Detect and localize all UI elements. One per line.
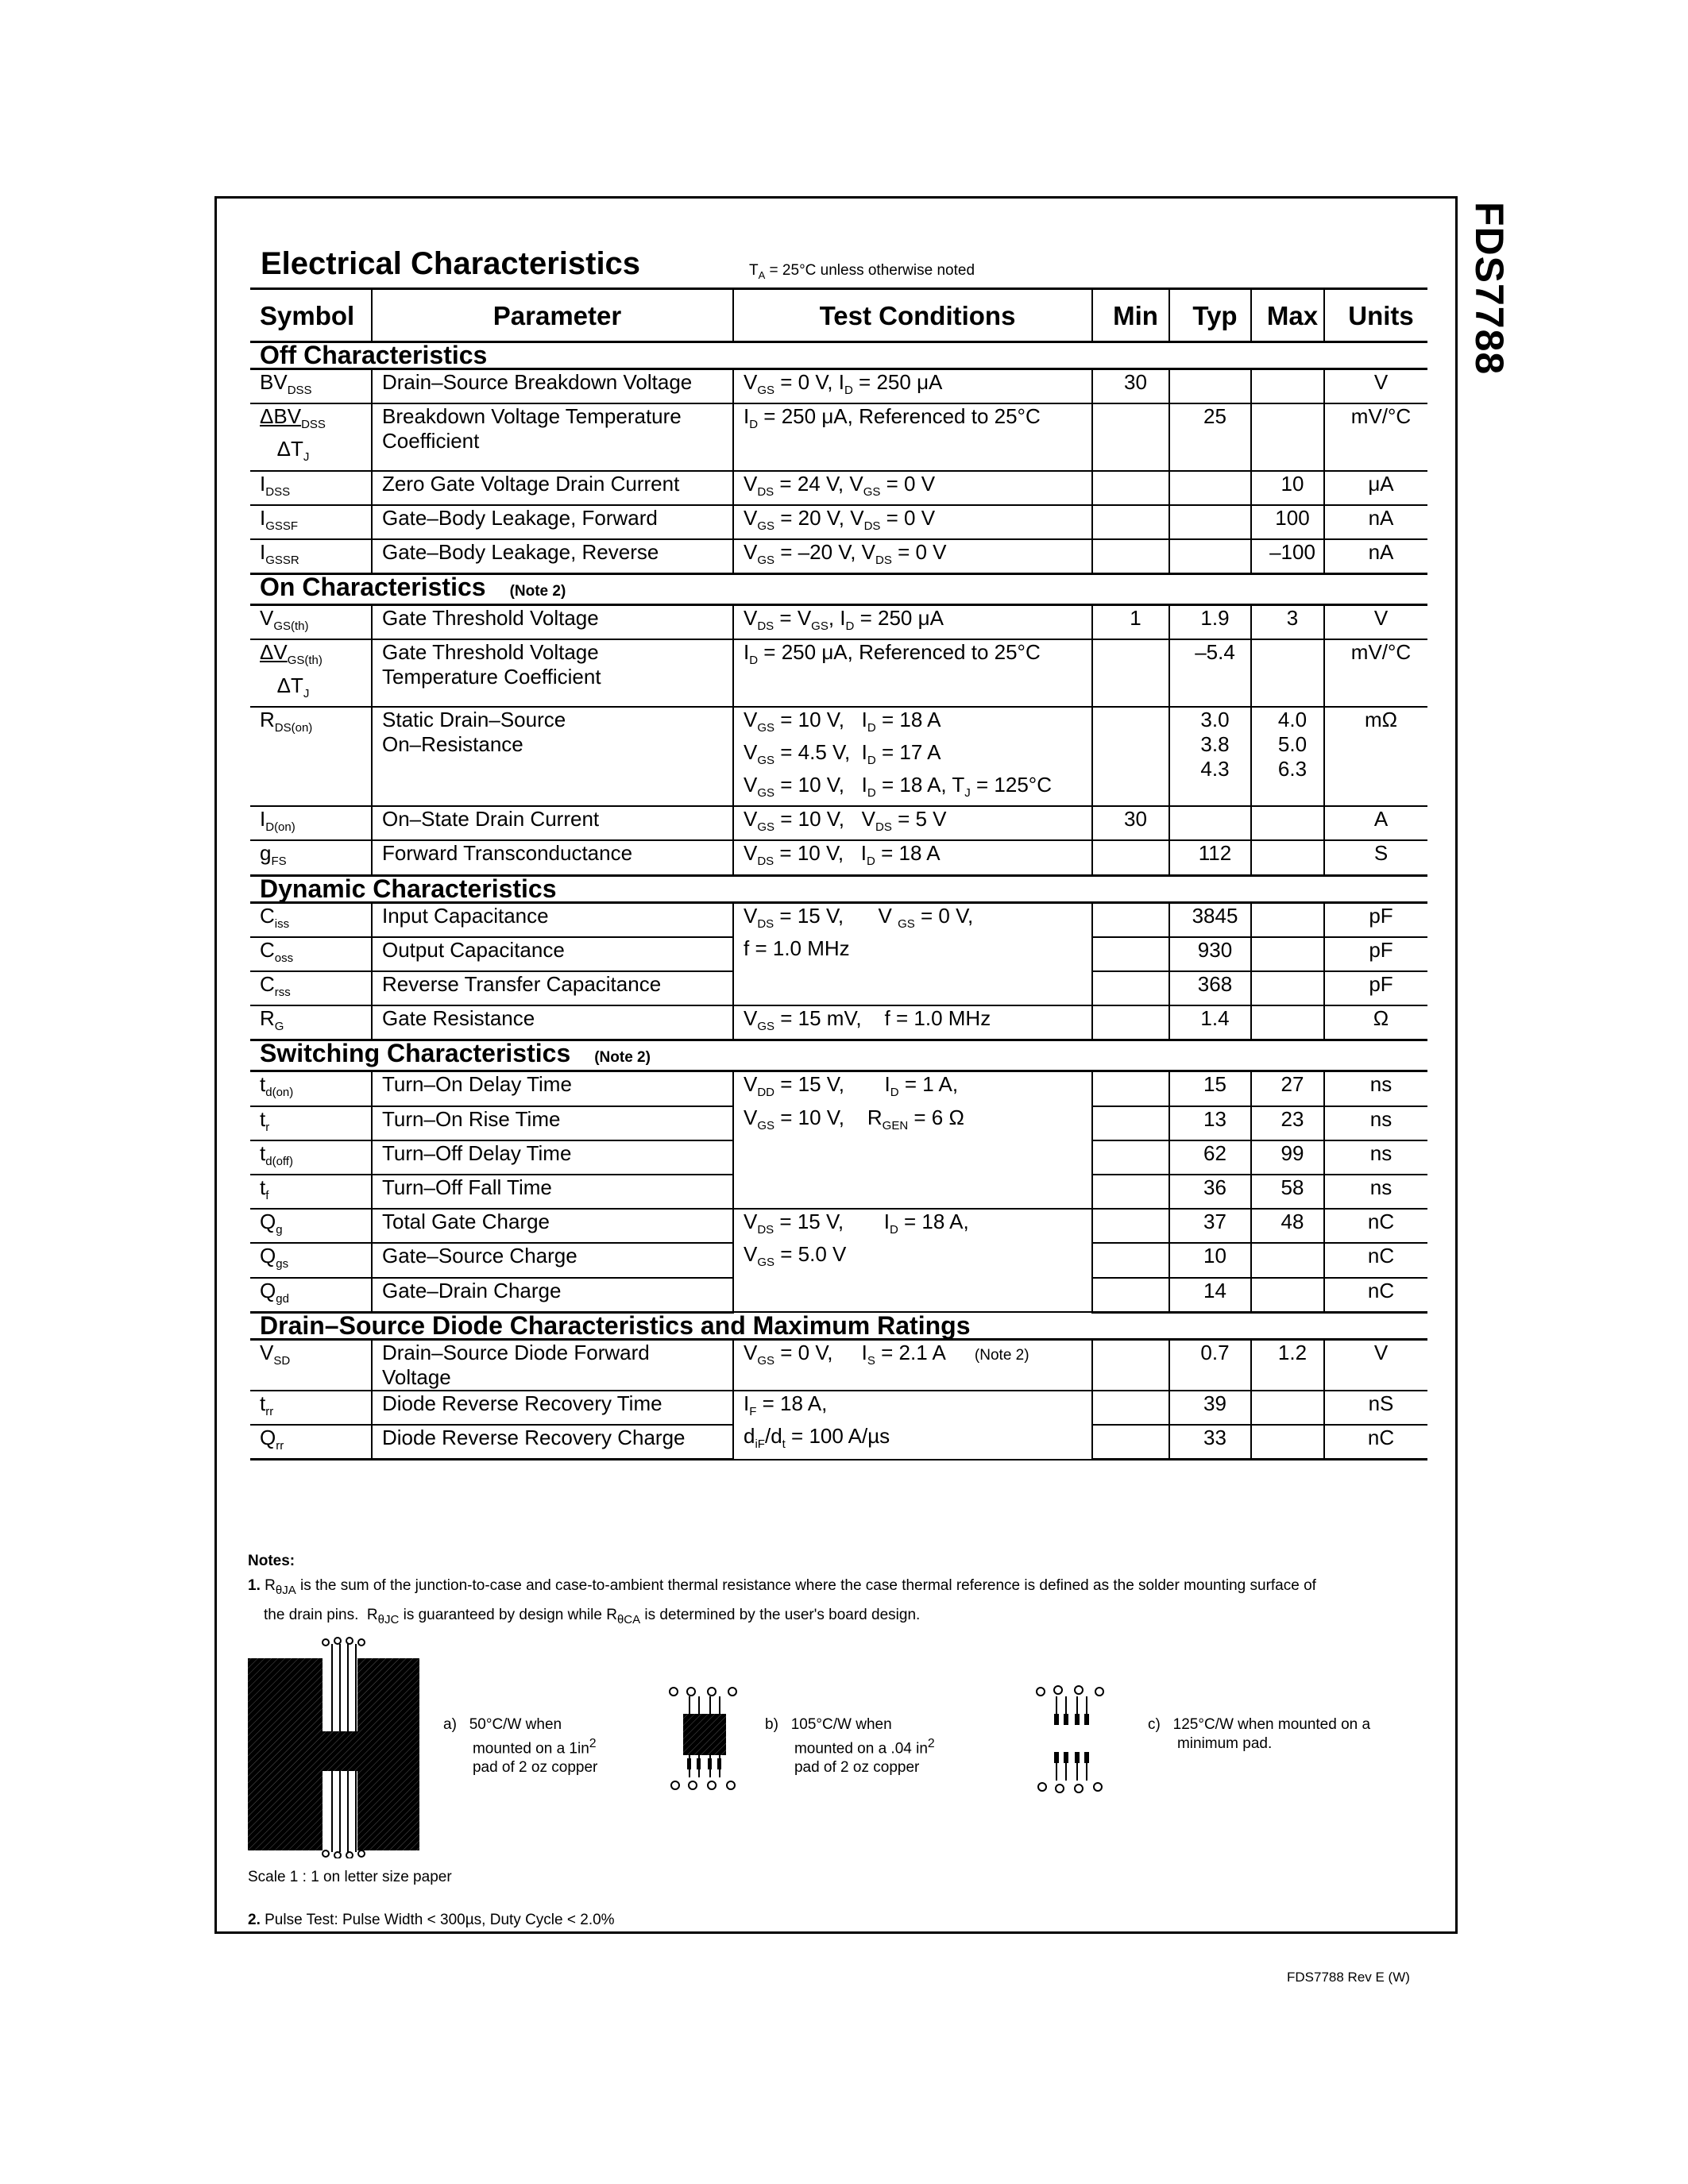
cell-conditions: $I_F = 18$ A, $d_{iF}/d_t = 100$ A/µs	[733, 1391, 1092, 1460]
cell-typ: 15	[1169, 1071, 1251, 1106]
cell-symbol: $C_{iss}$	[250, 902, 372, 937]
cell-units: V	[1324, 369, 1427, 404]
cell-units: pF	[1324, 902, 1427, 937]
table-row	[250, 505, 1427, 539]
cell-units: ns	[1324, 1106, 1427, 1140]
cell-units: nC	[1324, 1243, 1427, 1277]
table-row	[250, 471, 1427, 505]
cell-conditions: $V_{GS} = -20$ V, $V_{DS} = 0$ V	[733, 539, 1092, 574]
cell-typ: 930	[1169, 937, 1251, 971]
cell-min	[1092, 1339, 1169, 1391]
scale-note: Scale 1 : 1 on letter size paper	[248, 1869, 452, 1885]
cell-parameter: Drain–Source Breakdown Voltage	[372, 369, 733, 404]
cell-typ	[1169, 369, 1251, 404]
col-typ: Typ	[1169, 289, 1251, 342]
cell-parameter: On–State Drain Current	[372, 806, 733, 840]
cell-conditions: $I_D = 250$ μA, Referenced to 25°C	[733, 403, 1092, 470]
cell-parameter: Gate Threshold Voltage	[372, 605, 733, 640]
cell-min	[1092, 1391, 1169, 1425]
cell-symbol: $R_{DS(on)}$	[250, 707, 372, 807]
cell-parameter: Diode Reverse Recovery Time	[372, 1391, 733, 1425]
cell-units: ns	[1324, 1140, 1427, 1175]
cell-conditions: $V_{GS} = 0$ V, $I_D = 250$ μA	[733, 369, 1092, 404]
cell-symbol: $C_{oss}$	[250, 937, 372, 971]
cell-max: 99	[1251, 1140, 1324, 1175]
cell-typ	[1169, 539, 1251, 574]
cell-symbol: $t_r$	[250, 1106, 372, 1140]
cell-max	[1251, 902, 1324, 937]
cell-typ: 39	[1169, 1391, 1251, 1425]
cell-parameter: Total Gate Charge	[372, 1209, 733, 1243]
cell-typ: 3845	[1169, 902, 1251, 937]
cell-symbol: $Q_{gd}$	[250, 1278, 372, 1313]
condition-note: $T_A = 25^\circ C$ unless otherwise noted	[749, 262, 975, 281]
col-parameter: Parameter	[372, 289, 733, 342]
cell-max	[1251, 1243, 1324, 1277]
cell-typ: 1.9	[1169, 605, 1251, 640]
cell-min	[1092, 1140, 1169, 1175]
cell-min	[1092, 1243, 1169, 1277]
col-conditions: Test Conditions	[733, 289, 1092, 342]
section-switching: Switching Characteristics (Note 2)	[250, 1040, 1427, 1071]
cell-symbol: $\Delta BV_{DSS}$ $\Delta T_J$	[250, 403, 372, 470]
cell-units: nC	[1324, 1278, 1427, 1313]
cell-min	[1092, 1209, 1169, 1243]
cell-parameter: Turn–On Rise Time	[372, 1106, 733, 1140]
cell-symbol: $I_{DSS}$	[250, 471, 372, 505]
cell-conditions: $V_{DS} = 15$ V, $I_D = 18$ A, $V_{GS} = 5.0$ V	[733, 1209, 1092, 1312]
cell-units: Ω	[1324, 1005, 1427, 1040]
figure-c-minimum-pad	[1033, 1682, 1112, 1801]
cell-min	[1092, 539, 1169, 574]
cell-symbol: $R_G$	[250, 1005, 372, 1040]
cell-min	[1092, 1106, 1169, 1140]
cell-max	[1251, 971, 1324, 1005]
cell-parameter: Turn–Off Delay Time	[372, 1140, 733, 1175]
cell-units: ns	[1324, 1071, 1427, 1106]
cell-max	[1251, 403, 1324, 470]
cell-max	[1251, 1005, 1324, 1040]
cell-parameter: Input Capacitance	[372, 902, 733, 937]
cell-parameter: Zero Gate Voltage Drain Current	[372, 471, 733, 505]
cell-conditions: $V_{GS} = 20$ V, $V_{DS} = 0$ V	[733, 505, 1092, 539]
cell-min: 30	[1092, 806, 1169, 840]
notes-heading: Notes:	[248, 1553, 295, 1569]
cell-conditions: $V_{GS} = 0$ V, $I_S = 2.1$ A (Note 2)	[733, 1339, 1092, 1391]
cell-parameter: Drain–Source Diode Forward Voltage	[372, 1339, 733, 1391]
cell-symbol: $t_{rr}$	[250, 1391, 372, 1425]
cell-conditions: $V_{GS} = 10$ V, $V_{DS} = 5$ V	[733, 806, 1092, 840]
cell-conditions: $V_{GS} = 10$ V, $I_D = 18$ A $V_{GS} = 4.5$ V, $I_D = 17$ A $V_{GS} = 10$ V, $I_D = 18$ A, $T_J = 125^\circ C$	[733, 707, 1092, 807]
cell-max	[1251, 639, 1324, 706]
cell-symbol: $Q_{gs}$	[250, 1243, 372, 1277]
note-2: 2. Pulse Test: Pulse Width < 300µs, Duty Cycle < 2.0%	[248, 1912, 615, 1928]
cell-symbol: $g_{FS}$	[250, 840, 372, 875]
cell-symbol: $V_{SD}$	[250, 1339, 372, 1391]
table-row	[250, 902, 1427, 937]
cell-typ: 10	[1169, 1243, 1251, 1277]
cell-units: mV/°C	[1324, 639, 1427, 706]
cell-min	[1092, 639, 1169, 706]
section-off: Off Characteristics	[250, 342, 1427, 369]
col-units: Units	[1324, 289, 1427, 342]
cell-typ: 0.7	[1169, 1339, 1251, 1391]
cell-max: 23	[1251, 1106, 1324, 1140]
figure-c-label: c) 125°C/W when mounted on a minimum pad.	[1148, 1716, 1371, 1752]
cell-parameter: Diode Reverse Recovery Charge	[372, 1425, 733, 1460]
table-row	[250, 806, 1427, 840]
table-row	[250, 639, 1427, 706]
cell-conditions: $V_{DS} = 15$ V, V $_{GS}$ = 0 V, f = 1.0 MHz	[733, 902, 1092, 1005]
cell-typ: 62	[1169, 1140, 1251, 1175]
cell-min	[1092, 937, 1169, 971]
col-min: Min	[1092, 289, 1169, 342]
table-row	[250, 1209, 1427, 1243]
cell-parameter: Gate Threshold Voltage Temperature Coefficient	[372, 639, 733, 706]
table-row	[250, 369, 1427, 404]
cell-parameter: Gate–Body Leakage, Reverse	[372, 539, 733, 574]
cell-typ: 368	[1169, 971, 1251, 1005]
cell-symbol: $Q_{rr}$	[250, 1425, 372, 1460]
cell-symbol: $I_{GSSF}$	[250, 505, 372, 539]
table-row	[250, 539, 1427, 574]
note-1-line2: the drain pins. $R_{\theta JC}$ is guaranteed by design while $R_{\theta CA}$ is determined by the user's board design.	[264, 1606, 921, 1626]
cell-max: 10	[1251, 471, 1324, 505]
cell-max: 48	[1251, 1209, 1324, 1243]
cell-max	[1251, 1278, 1324, 1313]
cell-typ	[1169, 505, 1251, 539]
table-row	[250, 1391, 1427, 1425]
cell-units: nS	[1324, 1391, 1427, 1425]
cell-units: A	[1324, 806, 1427, 840]
cell-parameter: Output Capacitance	[372, 937, 733, 971]
cell-symbol: $Q_g$	[250, 1209, 372, 1243]
cell-typ	[1169, 806, 1251, 840]
cell-typ: 25	[1169, 403, 1251, 470]
cell-symbol: $t_{d(on)}$	[250, 1071, 372, 1106]
cell-min	[1092, 505, 1169, 539]
cell-symbol: $V_{GS(th)}$	[250, 605, 372, 640]
cell-units: nA	[1324, 539, 1427, 574]
cell-units: V	[1324, 1339, 1427, 1391]
section-on: On Characteristics (Note 2)	[250, 574, 1427, 605]
cell-units: mV/°C	[1324, 403, 1427, 470]
cell-parameter: Reverse Transfer Capacitance	[372, 971, 733, 1005]
cell-symbol: $C_{rss}$	[250, 971, 372, 1005]
cell-parameter: Static Drain–Source On–Resistance	[372, 707, 733, 807]
cell-min	[1092, 707, 1169, 807]
section-title: Electrical Characteristics	[261, 246, 641, 281]
table-row	[250, 1005, 1427, 1040]
cell-typ: –5.4	[1169, 639, 1251, 706]
cell-conditions: $V_{DS} = 24$ V, $V_{GS} = 0$ V	[733, 471, 1092, 505]
cell-typ: 33	[1169, 1425, 1251, 1460]
table-row	[250, 403, 1427, 470]
cell-min	[1092, 1278, 1169, 1313]
cell-max	[1251, 1391, 1324, 1425]
cell-max: 4.0 5.0 6.3	[1251, 707, 1324, 807]
cell-min	[1092, 403, 1169, 470]
electrical-characteristics-table	[250, 287, 1427, 1461]
cell-conditions: $I_D = 250$ μA, Referenced to 25°C	[733, 639, 1092, 706]
cell-min	[1092, 471, 1169, 505]
cell-max	[1251, 806, 1324, 840]
part-number-side: FDS7788	[1467, 202, 1512, 376]
cell-units: nA	[1324, 505, 1427, 539]
cell-units: pF	[1324, 971, 1427, 1005]
cell-parameter: Forward Transconductance	[372, 840, 733, 875]
col-max: Max	[1251, 289, 1324, 342]
table-row	[250, 840, 1427, 875]
cell-units: nC	[1324, 1209, 1427, 1243]
figure-b-04in2-pad	[666, 1682, 745, 1801]
cell-typ: 3.0 3.8 4.3	[1169, 707, 1251, 807]
cell-units: mΩ	[1324, 707, 1427, 807]
header-row	[250, 289, 1427, 342]
note-1-line1: 1. $R_{\theta JA}$ is the sum of the junction-to-case and case-to-ambient thermal resistance where the case thermal reference is defined as the solder mounting surface of	[248, 1577, 1316, 1597]
cell-min	[1092, 1425, 1169, 1460]
cell-units: μA	[1324, 471, 1427, 505]
cell-typ: 13	[1169, 1106, 1251, 1140]
cell-typ: 112	[1169, 840, 1251, 875]
table-row	[250, 1339, 1427, 1391]
cell-min	[1092, 971, 1169, 1005]
cell-max: –100	[1251, 539, 1324, 574]
table-row	[250, 605, 1427, 640]
cell-symbol: $t_f$	[250, 1175, 372, 1209]
cell-parameter: Gate–Source Charge	[372, 1243, 733, 1277]
cell-conditions: $V_{GS} = 15$ mV, f = 1.0 MHz	[733, 1005, 1092, 1040]
cell-symbol: $t_{d(off)}$	[250, 1140, 372, 1175]
cell-typ: 37	[1169, 1209, 1251, 1243]
cell-typ: 1.4	[1169, 1005, 1251, 1040]
cell-max	[1251, 1425, 1324, 1460]
cell-units: pF	[1324, 937, 1427, 971]
cell-min	[1092, 1005, 1169, 1040]
cell-units: V	[1324, 605, 1427, 640]
cell-min	[1092, 1071, 1169, 1106]
section-diode: Drain–Source Diode Characteristics and Maximum Ratings	[250, 1312, 1427, 1339]
cell-min: 30	[1092, 369, 1169, 404]
figure-a-1in2-pad	[246, 1636, 421, 1858]
footer-revision: FDS7788 Rev E (W)	[1287, 1970, 1410, 1985]
cell-max: 27	[1251, 1071, 1324, 1106]
cell-conditions: $V_{DS} = V_{GS}$, $I_D = 250$ μA	[733, 605, 1092, 640]
cell-min: 1	[1092, 605, 1169, 640]
figure-b-label: b) 105°C/W when mounted on a .04 $in^2$ pad of 2 oz copper	[765, 1716, 935, 1777]
cell-max	[1251, 840, 1324, 875]
cell-min	[1092, 840, 1169, 875]
notes	[248, 1549, 1423, 1632]
cell-parameter: Gate–Drain Charge	[372, 1278, 733, 1313]
figure-a-label: a) 50°C/W when mounted on a $1in^2$ pad of 2 oz copper	[443, 1716, 598, 1777]
cell-symbol: $I_{GSSR}$	[250, 539, 372, 574]
section-dynamic: Dynamic Characteristics	[250, 875, 1427, 902]
cell-parameter: Turn–On Delay Time	[372, 1071, 733, 1106]
cell-symbol: $\Delta V_{GS(th)}$ $\Delta T_J$	[250, 639, 372, 706]
cell-typ: 36	[1169, 1175, 1251, 1209]
cell-max: 58	[1251, 1175, 1324, 1209]
table-row	[250, 707, 1427, 807]
cell-units: nC	[1324, 1425, 1427, 1460]
cell-conditions: $V_{DD} = 15$ V, $I_D = 1$ A, $V_{GS} = 10$ V, $R_{GEN} = 6$ Ω	[733, 1071, 1092, 1209]
cell-min	[1092, 902, 1169, 937]
cell-symbol: $I_{D(on)}$	[250, 806, 372, 840]
col-symbol: Symbol	[250, 289, 372, 342]
cell-typ	[1169, 471, 1251, 505]
cell-parameter: Turn–Off Fall Time	[372, 1175, 733, 1209]
cell-max: 100	[1251, 505, 1324, 539]
cell-parameter: Gate Resistance	[372, 1005, 733, 1040]
cell-max: 1.2	[1251, 1339, 1324, 1391]
cell-parameter: Breakdown Voltage Temperature Coefficient	[372, 403, 733, 470]
cell-max	[1251, 937, 1324, 971]
cell-parameter: Gate–Body Leakage, Forward	[372, 505, 733, 539]
cell-max	[1251, 369, 1324, 404]
table-row	[250, 1071, 1427, 1106]
cell-symbol: $BV_{DSS}$	[250, 369, 372, 404]
cell-max: 3	[1251, 605, 1324, 640]
cell-conditions: $V_{DS} = 10$ V, $I_D = 18$ A	[733, 840, 1092, 875]
cell-typ: 14	[1169, 1278, 1251, 1313]
cell-units: ns	[1324, 1175, 1427, 1209]
cell-min	[1092, 1175, 1169, 1209]
cell-units: S	[1324, 840, 1427, 875]
